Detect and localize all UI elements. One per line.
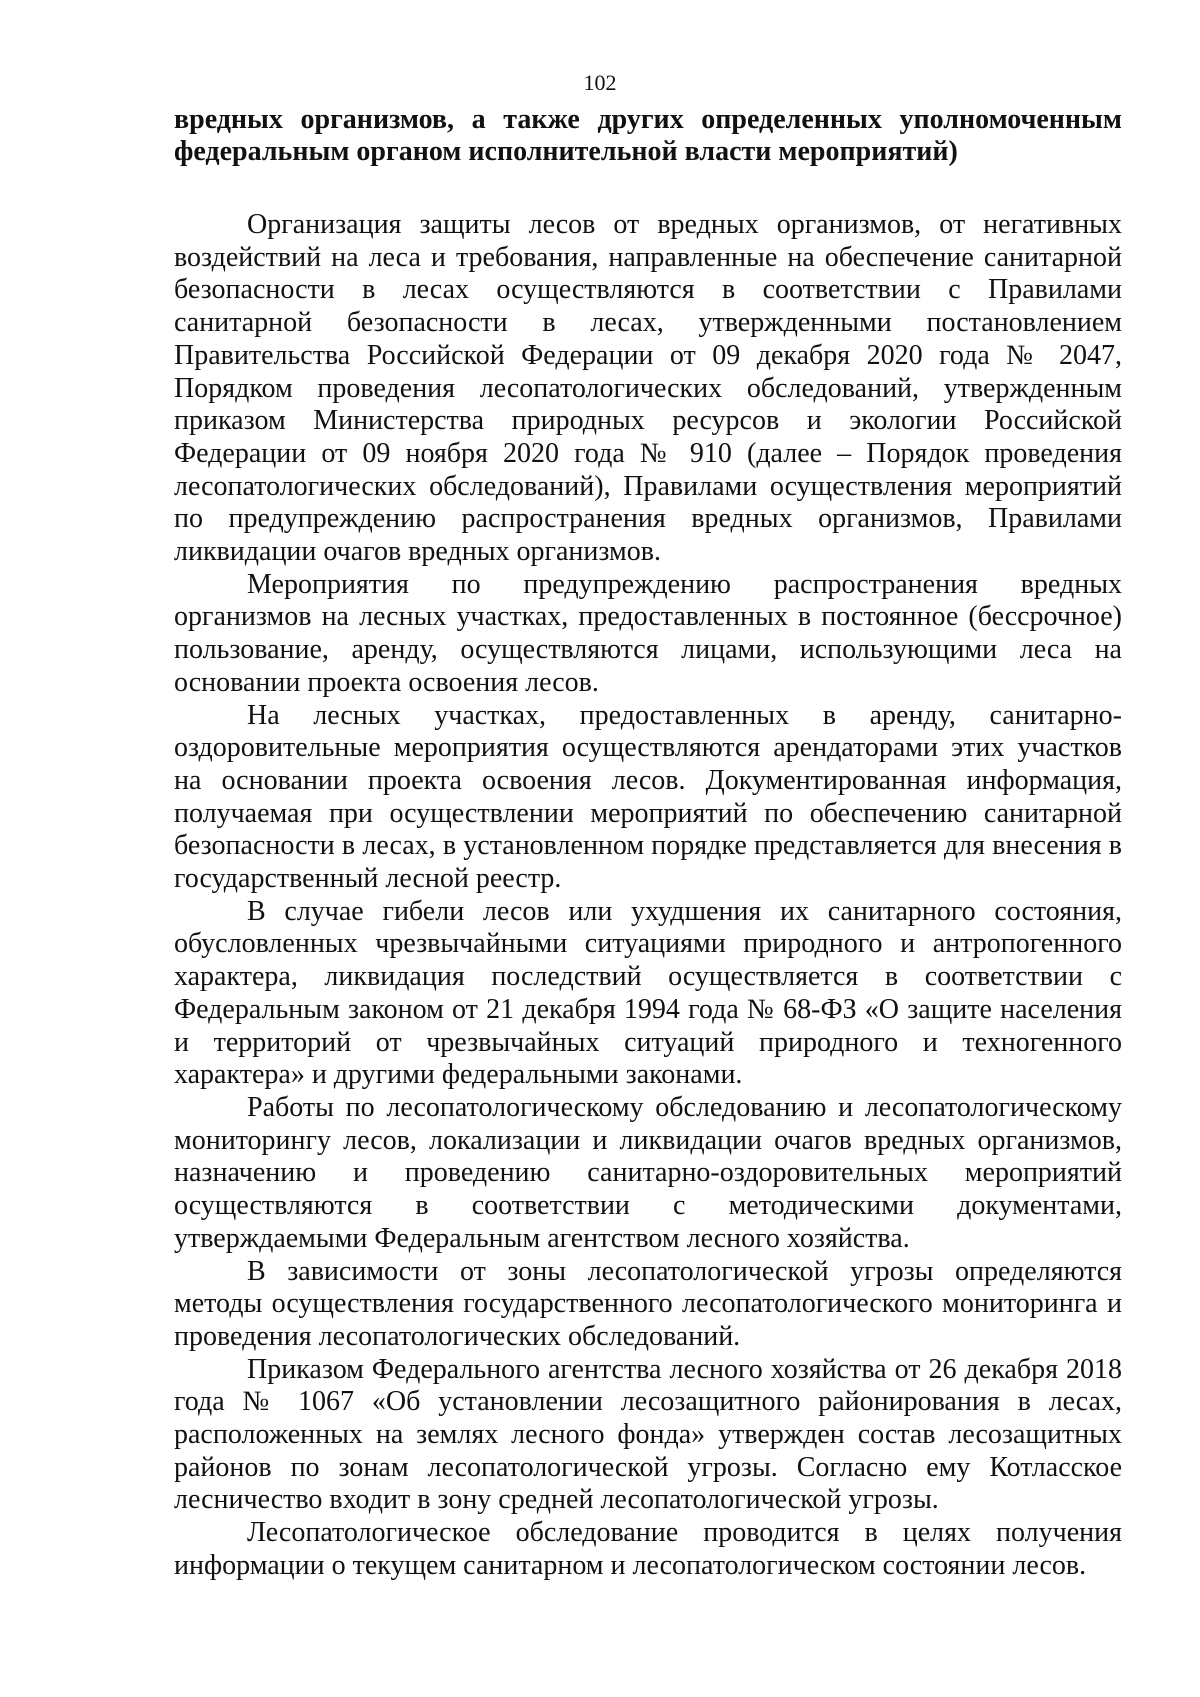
paragraph: Работы по лесопатологическому обследованию и лесопатологическому мониторингу лесов, локализации и ликвидации очагов вредных организмов, назначению и проведению санитарно-оздоровительных мероприятий осуществляются в соответствии с методическими документами, утверждаемыми Федеральным агентством лесного хозяйства.: [174, 1091, 1122, 1254]
body-text: [174, 209, 1122, 1583]
paragraph: Лесопатологическое обследование проводится в целях получения информации о текущем санитарном и лесопатологическом состоянии лесов.: [174, 1517, 1122, 1581]
heading-line: вредных организмов, а также других определенных уполномоченным: [174, 104, 1122, 135]
heading-line: федеральным органом исполнительной власти мероприятий): [174, 136, 958, 167]
paragraph: На лесных участках, предоставленных в аренду, санитарно-оздоровительные мероприятия осуществляются арендаторами этих участков на основании проекта освоения лесов. Документированная информация, получаемая при осуществлении мероприятий по обеспечению санитарной безопасности в лесах, в установленном порядке представляется для внесения в государственный лесной реестр.: [174, 699, 1122, 895]
paragraph: В случае гибели лесов или ухудшения их санитарного состояния, обусловленных чрезвычайными ситуациями природного и антропогенного характера, ликвидация последствий осуществляется в соответствии с Федеральным законом от 21 декабря 1994 года № 68-ФЗ «О защите населения и территорий от чрезвычайных ситуаций природного и техногенного характера» и другими федеральными законами.: [174, 895, 1122, 1091]
paragraph: Мероприятия по предупреждению распространения вредных организмов на лесных участках, предоставленных в постоянное (бессрочное) пользование, аренду, осуществляются лицами, использующими леса на основании проекта освоения лесов.: [174, 568, 1122, 698]
paragraph: Организация защиты лесов от вредных организмов, от негативных воздействий на леса и требования, направленные на обеспечение санитарной безопасности в лесах осуществляются в соответствии с Правилами санитарной безопасности в лесах, утвержденными постановлением Правительства Российской Федерации от 09 декабря 2020 года № 2047, Порядком проведения лесопатологических обследований, утвержденным приказом Министерства природных ресурсов и экологии Российской Федерации от 09 ноября 2020 года № 910 (далее – Порядок проведения лесопатологических обследований), Правилами осуществления мероприятий по предупреждению распространения вредных организмов, Правилами ликвидации очагов вредных организмов.: [174, 209, 1122, 568]
page-content: [174, 104, 1122, 1583]
section-heading: [174, 104, 1122, 168]
paragraph: В зависимости от зоны лесопатологической угрозы определяются методы осуществления государственного лесопатологического мониторинга и проведения лесопатологических обследований.: [174, 1255, 1122, 1352]
paragraph: Приказом Федерального агентства лесного хозяйства от 26 декабря 2018 года № 1067 «Об установлении лесозащитного районирования в лесах, расположенных на землях лесного фонда» утвержден состав лесозащитных районов по зонам лесопатологической угрозы. Согласно ему Котласское лесничество входит в зону средней лесопатологической угрозы.: [174, 1353, 1122, 1516]
page-number: 102: [583, 70, 617, 95]
